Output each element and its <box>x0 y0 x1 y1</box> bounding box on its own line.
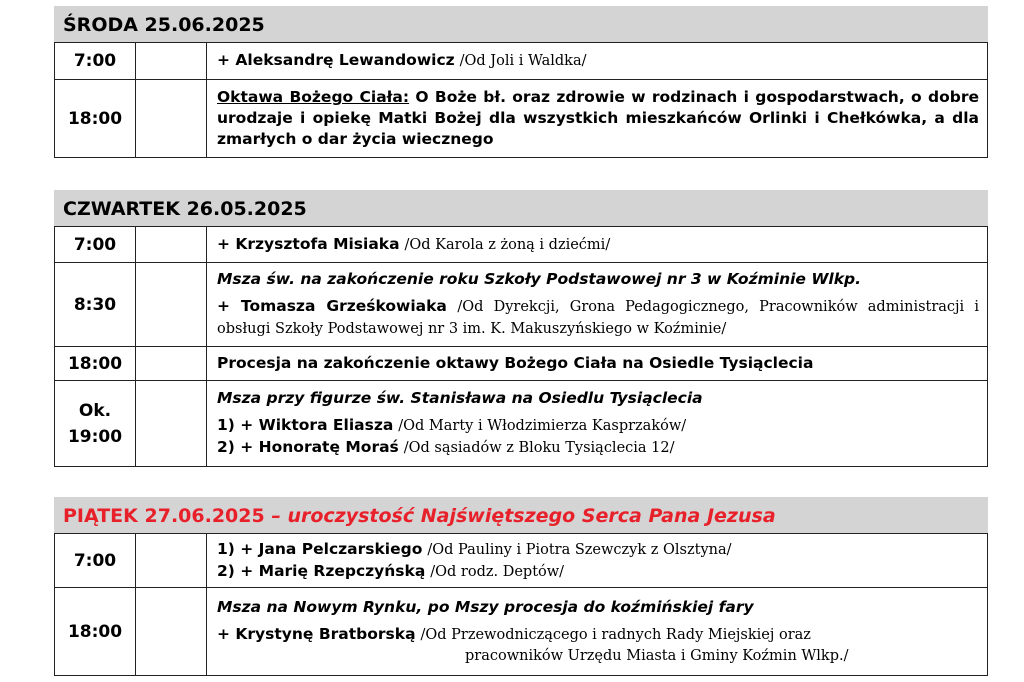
table-row <box>55 588 988 676</box>
day-section-wednesday <box>54 6 988 158</box>
intention-note-continued: pracowników Urzędu Miasta i Gminy Koźmin Wlkp./ <box>465 647 849 664</box>
intention-line <box>217 290 979 340</box>
intention-note: /Od Joli i Waldka/ <box>459 53 587 69</box>
table-row <box>55 227 988 263</box>
time-value: 19:00 <box>67 426 123 447</box>
intention-name: + Krzysztofa Misiaka <box>217 234 400 253</box>
mass-time: 7:00 <box>55 43 136 80</box>
intention-name: 2) + Honoratę Moraś <box>217 438 399 456</box>
mass-intention <box>207 43 988 80</box>
blank-cell <box>136 263 207 347</box>
table-row <box>55 381 988 467</box>
intention-note: /Od rodz. Deptów/ <box>430 563 565 580</box>
intention-line <box>217 561 979 583</box>
intention-line <box>217 539 979 561</box>
blank-cell <box>136 80 207 158</box>
intention-note: /Od Pauliny i Piotra Szewczyk z Olsztyna/ <box>427 541 732 558</box>
time-prefix: Ok. <box>78 400 112 421</box>
mass-description: Msza św. na zakończenie roku Szkoły Podstawowej nr 3 w Koźminie Wlkp. <box>217 270 862 288</box>
mass-time: 18:00 <box>55 80 136 158</box>
mass-intention <box>207 80 988 158</box>
mass-intention <box>207 263 988 347</box>
blank-cell <box>136 43 207 80</box>
table-row <box>55 43 988 80</box>
day-header <box>54 497 988 533</box>
procession-text: Procesja na zakończenie oktawy Bożego Ciała na Osiedle Tysiąclecia <box>207 347 988 381</box>
blank-cell <box>136 534 207 588</box>
intention-name: 1) + Jana Pelczarskiego <box>217 539 423 558</box>
table-row <box>55 534 988 588</box>
intention-name: + Tomasza Grześkowiaka <box>217 297 447 315</box>
intention-note: /Od Przewodniczącego i radnych Rady Miejskiej oraz <box>420 626 811 643</box>
intention-text: O Boże bł. oraz zdrowie w rodzinach i gospodarstwach, o dobre urodzaje i opiekę Matki Bożej dla wszystkich mieszkańców Orlinki i Chełkówka, a dla zmarłych o dar życia wiecznego <box>217 88 979 148</box>
mass-table <box>54 533 988 676</box>
feast-title: Oktawa Bożego Ciała: <box>217 88 410 106</box>
intention-line <box>217 437 979 459</box>
intention-name: 1) + Wiktora Eliasza <box>217 416 394 434</box>
blank-cell <box>136 381 207 467</box>
mass-time: 7:00 <box>55 534 136 588</box>
intention-line <box>217 618 979 646</box>
intention-note: /Od sąsiadów z Bloku Tysiąclecia 12/ <box>403 440 675 456</box>
table-row <box>55 80 988 158</box>
table-row <box>55 263 988 347</box>
intention-note: /Od Dyrekcji, Grona Pedagogicznego, Pracowników administracji i obsługi Szkoły Podstawowej nr 3 im. K. Makuszyńskiego w Koźminie/ <box>217 299 979 337</box>
mass-time: 7:00 <box>55 227 136 263</box>
blank-cell <box>136 347 207 381</box>
mass-table <box>54 42 988 158</box>
intention-name: + Krystynę Bratborską <box>217 624 416 643</box>
mass-description: Msza przy figurze św. Stanisława na Osiedlu Tysiąclecia <box>217 389 703 407</box>
day-header-feast: – uroczystość Najświętszego Serca Pana Jezusa <box>271 505 776 527</box>
mass-intention <box>207 534 988 588</box>
day-section-friday <box>54 497 988 676</box>
day-header: CZWARTEK 26.05.2025 <box>54 190 988 226</box>
table-row <box>55 347 988 381</box>
blank-cell <box>136 588 207 676</box>
mass-intention <box>207 381 988 467</box>
day-header-date: PIĄTEK 27.06.2025 <box>63 505 265 527</box>
mass-time: 8:30 <box>55 263 136 347</box>
day-section-thursday <box>54 190 988 467</box>
mass-description: Msza na Nowym Rynku, po Mszy procesja do koźmińskiej fary <box>217 597 754 616</box>
day-header: ŚRODA 25.06.2025 <box>54 6 988 42</box>
intention-line <box>217 409 979 437</box>
mass-intention <box>207 588 988 676</box>
intention-note: /Od Marty i Włodzimierza Kasprzaków/ <box>398 418 687 434</box>
blank-cell <box>136 227 207 263</box>
mass-table <box>54 226 988 467</box>
mass-time: 18:00 <box>55 588 136 676</box>
intention-name: 2) + Marię Rzepczyńską <box>217 561 426 580</box>
intention-name: + Aleksandrę Lewandowicz <box>217 51 455 69</box>
mass-intention <box>207 227 988 263</box>
intention-note: /Od Karola z żoną i dziećmi/ <box>404 236 611 253</box>
mass-time: 18:00 <box>55 347 136 381</box>
mass-time <box>55 381 136 467</box>
